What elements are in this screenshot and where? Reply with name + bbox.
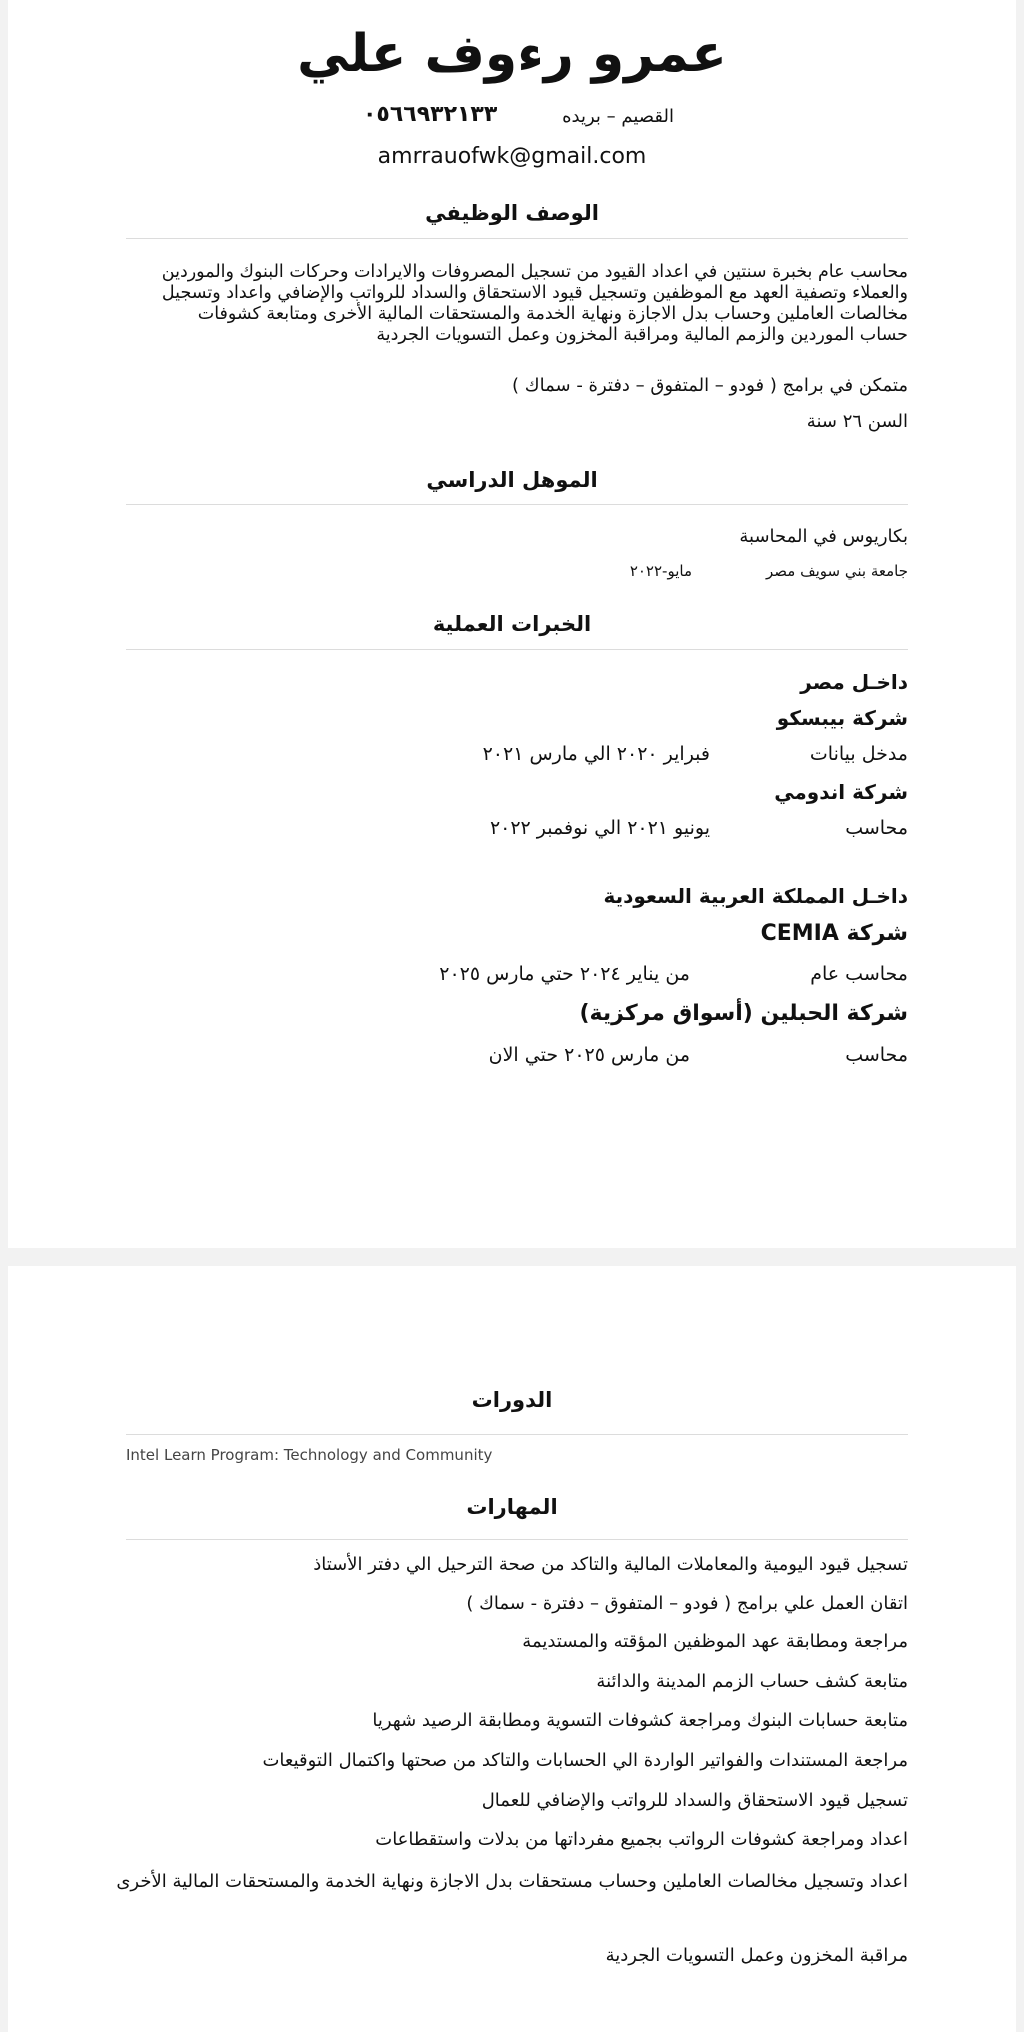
section-divider [126,1539,908,1540]
age: السن ٢٦ سنة [806,411,908,432]
region-saudi: داخـل المملكة العربية السعودية [603,884,908,908]
company-name: شركة بيبسكو [776,706,908,730]
education-heading: الموهل الدراسي [426,468,598,492]
job-role: مدخل بيانات [809,743,908,765]
software-skills: متمكن في برامج ( فودو – المتفوق – دفترة - سماك ) [512,375,908,396]
location: القصيم – بريده [562,106,674,127]
resume-page-2 [8,1266,1016,2032]
summary-line: مخالصات العاملين وحساب بدل الاجازة ونهاية الخدمة والمستحقات المالية الأخرى ومتابعة كشوفات [197,304,908,324]
skill-item: مراقبة المخزون وعمل التسويات الجردية [605,1945,908,1966]
skill-item: اعداد ومراجعة كشوفات الرواتب بجميع مفرداتها من بدلات واستقطاعات [375,1829,908,1850]
job-period: من يناير ٢٠٢٤ حتي مارس ٢٠٢٥ [439,963,690,985]
summary-line: حساب الموردين والزمم المالية ومراقبة المخزون وعمل التسويات الجردية [376,325,908,345]
candidate-name: عمرو رءوف علي [297,24,727,84]
skill-item: تسجيل قيود اليومية والمعاملات المالية والتاكد من صحة الترحيل الي دفتر الأستاذ [313,1554,908,1575]
resume-page-1 [8,0,1016,1248]
courses-heading: الدورات [471,1388,553,1412]
section-divider [126,238,908,239]
course-item: Intel Learn Program: Technology and Community [126,1446,493,1464]
degree: بكاريوس في المحاسبة [739,526,908,547]
summary-line: محاسب عام بخبرة سنتين في اعداد القيود من تسجيل المصروفات والايرادات وحركات البنوك والموردين [161,262,908,282]
section-divider [126,504,908,505]
summary-paragraph [126,262,908,346]
job-role: محاسب [845,1044,908,1066]
job-role: محاسب [845,817,908,839]
company-name: شركة اندومي [774,780,908,804]
skill-item: تسجيل قيود الاستحقاق والسداد للرواتب والإضافي للعمال [481,1790,908,1811]
skill-item: مراجعة ومطابقة عهد الموظفين المؤقته والمستديمة [522,1631,908,1652]
skills-heading: المهارات [466,1495,558,1519]
job-role: محاسب عام [810,963,908,985]
university: جامعة بني سويف مصر [765,562,908,580]
job-period: فبراير ٢٠٢٠ الي مارس ٢٠٢١ [482,743,710,765]
summary-line: والعملاء وتصفية العهد مع الموظفين وتسجيل قيود الاستحقاق والسداد للرواتب والإضافي واعداد وتسجيل [161,283,908,303]
region-egypt: داخـل مصر [800,670,908,694]
section-divider [126,649,908,650]
email-address: amrrauofwk@gmail.com [377,144,647,169]
phone-number: ٠٥٦٦٩٣٢١٣٣ [363,102,498,127]
skill-item: اعداد وتسجيل مخالصات العاملين وحساب مستحقات بدل الاجازة ونهاية الخدمة والمستحقات المالية الأخرى [116,1871,908,1892]
graduation-date: مايو-٢٠٢٢ [629,562,692,580]
company-name: شركة الحبلين (أسواق مركزية) [579,1001,908,1026]
job-period: يونيو ٢٠٢١ الي نوفمبر ٢٠٢٢ [489,817,710,839]
job-period: من مارس ٢٠٢٥ حتي الان [488,1044,690,1066]
skill-item: متابعة كشف حساب الزمم المدينة والدائنة [596,1671,908,1692]
section-divider [126,1434,908,1435]
skill-item: متابعة حسابات البنوك ومراجعة كشوفات التسوية ومطابقة الرصيد شهريا [372,1710,908,1731]
summary-heading: الوصف الوظيفي [425,201,599,225]
company-name: شركة CEMIA [760,921,908,946]
skill-item: مراجعة المستندات والفواتير الواردة الي الحسابات والتاكد من صحتها واكتمال التوقيعات [262,1750,908,1771]
skill-item: اتقان العمل علي برامج ( فودو – المتفوق – دفترة - سماك ) [466,1593,908,1614]
experience-heading: الخبرات العملية [432,612,592,636]
